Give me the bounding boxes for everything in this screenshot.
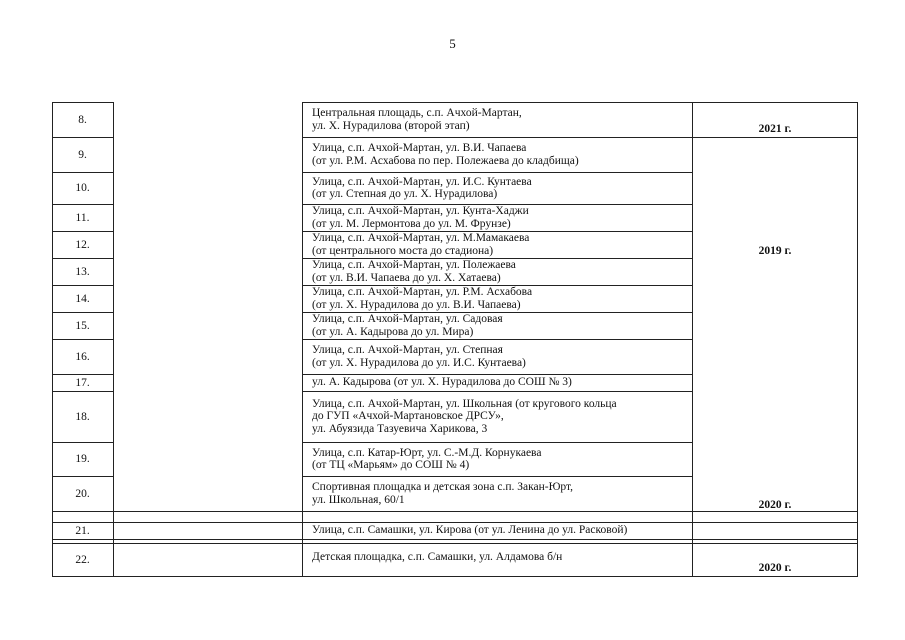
row-description: [308, 374, 692, 391]
row-description: [308, 137, 692, 172]
description-line: (от ул. Р.М. Асхабова по пер. Полежаева до кладбища): [312, 154, 579, 167]
row-description: [308, 285, 692, 312]
description-line: (от ул. Степная до ул. Х. Нурадилова): [312, 188, 498, 200]
description-line: Улица, с.п. Катар-Юрт, ул. С.-М.Д. Корнукаева: [312, 446, 542, 459]
row-description: [308, 172, 692, 204]
row-description: [308, 522, 692, 539]
row-number: 11.: [75, 211, 90, 224]
description-line: ул. Школьная, 60/1: [312, 493, 405, 506]
description-line: Улица, с.п. Ачхой-Мартан, ул. Садовая: [312, 313, 503, 325]
row-description: [308, 231, 692, 258]
row-number: 13.: [75, 265, 90, 278]
row-description: [308, 102, 692, 137]
row-number: 19.: [75, 453, 90, 465]
description-line: Улица, с.п. Ачхой-Мартан, ул. Школьная (от кругового кольца: [312, 397, 617, 410]
year-label: 2021 г.: [758, 123, 792, 135]
description-line: (от ул. М. Лермонтова до ул. М. Фрунзе): [312, 217, 511, 230]
table-border-right: [857, 102, 858, 577]
row-border: [52, 511, 858, 512]
row-description: [308, 258, 692, 285]
year-label: 2019 г.: [758, 245, 792, 257]
row-number: 12.: [75, 238, 90, 251]
row-description: [308, 391, 692, 442]
row-description: [308, 442, 692, 476]
row-description: [308, 312, 692, 339]
description-line: ул. Х. Нурадилова (второй этап): [312, 119, 470, 132]
description-line: Улица, с.п. Ачхой-Мартан, ул. М.Мамакаева: [312, 232, 530, 244]
description-line: ул. Абуязида Тазуевича Харикова, 3: [312, 422, 488, 435]
description-line: (от ул. В.И. Чапаева до ул. Х. Хатаева): [312, 271, 501, 284]
row-description: [308, 543, 692, 578]
row-description: [308, 476, 692, 511]
row-border: [52, 539, 858, 540]
row-number: 8.: [78, 113, 87, 126]
row-description: [308, 204, 692, 231]
row-number: 18.: [75, 410, 90, 423]
description-line: Улица, с.п. Ачхой-Мартан, ул. Кунта-Хаджи: [312, 205, 529, 217]
description-line: до ГУП «Ачхой-Мартановское ДРСУ»,: [312, 410, 504, 423]
row-number: 20.: [75, 487, 90, 500]
row-number: 17.: [75, 376, 90, 389]
works-table: [52, 102, 858, 577]
year-label: 2020 г.: [758, 499, 792, 511]
page-number: 5: [449, 36, 456, 51]
description-line: (от ул. Х. Нурадилова до ул. И.С. Кунтаева): [312, 356, 526, 369]
row-number: 22.: [75, 553, 90, 566]
description-line: Улица, с.п. Ачхой-Мартан, ул. Полежаева: [312, 259, 516, 271]
description-line: (от ТЦ «Марьям» до СОШ № 4): [312, 459, 470, 471]
description-line: Улица, с.п. Ачхой-Мартан, ул. Р.М. Асхабова: [312, 286, 533, 298]
description-line: (от ул. А. Кадырова до ул. Мира): [312, 325, 474, 338]
description-line: ул. А. Кадырова (от ул. Х. Нурадилова до СОШ № 3): [312, 376, 572, 389]
description-line: Улица, с.п. Ачхой-Мартан, ул. Степная: [312, 344, 503, 356]
row-description: [308, 339, 692, 374]
description-line: (от ул. Х. Нурадилова до ул. В.И. Чапаева): [312, 298, 521, 311]
row-number: 10.: [75, 182, 90, 194]
row-number: 15.: [75, 319, 90, 332]
description-line: Улица, с.п. Ачхой-Мартан, ул. В.И. Чапаева: [312, 142, 527, 154]
description-line: Улица, с.п. Самашки, ул. Кирова (от ул. Ленина до ул. Расковой): [312, 524, 628, 537]
row-number: 16.: [75, 350, 90, 363]
description-line: Спортивная площадка и детская зона с.п. Закан-Юрт,: [312, 481, 574, 493]
description-line: Детская площадка, с.п. Самашки, ул. Алдамова б/н: [312, 551, 563, 563]
row-number: 21.: [75, 524, 90, 537]
row-number: 9.: [78, 148, 87, 161]
description-line: Центральная площадь, с.п. Ачхой-Мартан,: [312, 107, 522, 119]
year-label: 2020 г.: [758, 562, 792, 574]
row-number: 14.: [75, 292, 90, 305]
description-line: (от центрального моста до стадиона): [312, 244, 494, 257]
description-line: Улица, с.п. Ачхой-Мартан, ул. И.С. Кунтаева: [312, 175, 532, 188]
